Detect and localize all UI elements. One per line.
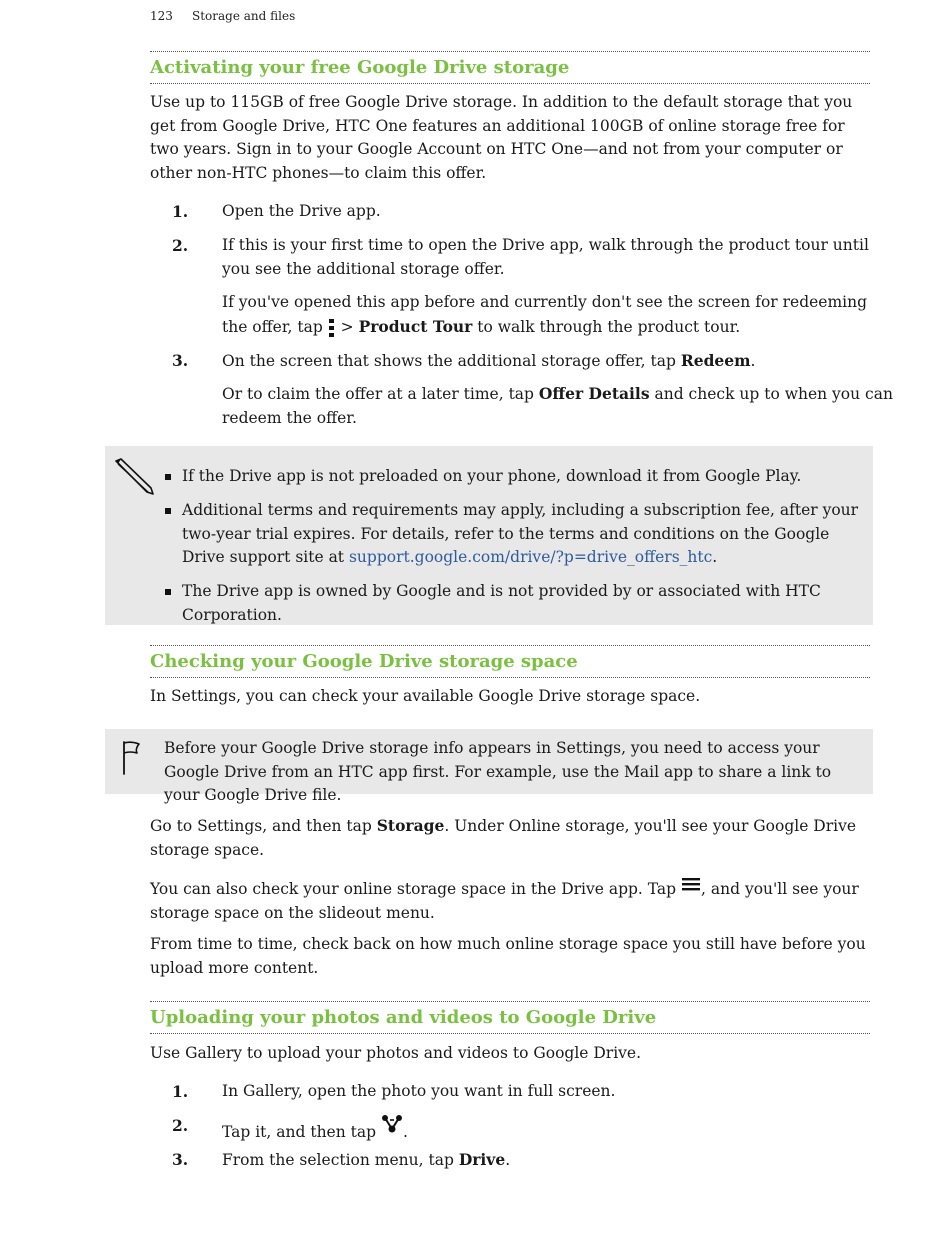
share-icon bbox=[381, 1114, 403, 1134]
tip-box bbox=[105, 729, 873, 805]
note-text: The Drive app is owned by Google and is not provided by or associated with HTC Corporation. bbox=[182, 582, 821, 624]
step-number: 2. bbox=[172, 236, 189, 255]
intro-paragraph: Use up to 115GB of free Google Drive storage. In addition to the default storage that you get from Google Drive, HTC One features an additional 100GB of online storage free for two years. Sign in to your Google Account on HTC One—and not from your computer or other non-HTC phones—to claim this offer. bbox=[150, 93, 853, 182]
more-options-icon bbox=[328, 318, 336, 338]
p1-post: . Under Online storage, you'll see your Google Drive storage space. bbox=[150, 817, 857, 859]
step-text: If this is your first time to open the Drive app, walk through the product tour until you see the additional storage offer. bbox=[222, 236, 869, 278]
pencil-icon bbox=[113, 456, 155, 496]
paragraph-storage bbox=[150, 814, 870, 862]
note-text: If the Drive app is not preloaded on your phone, download it from Google Play. bbox=[182, 467, 802, 485]
sub-text-post: and check up to when you can redeem the offer. bbox=[222, 385, 893, 427]
step-number: 2. bbox=[172, 1116, 189, 1135]
step-text-post: . bbox=[402, 1123, 408, 1141]
section-intro bbox=[150, 1042, 870, 1066]
step-number: 3. bbox=[172, 1150, 189, 1169]
sub-text-pre: If you've opened this app before and currently don't see the screen for redeeming the offer, tap bbox=[222, 293, 868, 336]
bullet-marker bbox=[165, 508, 171, 514]
redeem-label: Redeem bbox=[680, 351, 751, 370]
section-heading-activating bbox=[150, 51, 870, 84]
chapter-title: Storage and files bbox=[192, 9, 296, 23]
p2-post: , and you'll see your storage space on the slideout menu. bbox=[150, 880, 859, 922]
step-text: Open the Drive app. bbox=[222, 202, 381, 220]
section-heading-uploading bbox=[150, 1001, 870, 1034]
sub-sep: > bbox=[335, 317, 359, 336]
step-text-pre: From the selection menu, tap bbox=[222, 1151, 459, 1169]
section-intro bbox=[150, 685, 870, 709]
note-text: Additional terms and requirements may apply, including a subscription fee, after your two-year trial expires. For details, refer to the terms and conditions on the Google Drive support site at bbox=[182, 501, 859, 567]
step-number: 3. bbox=[172, 351, 189, 370]
section-title: Checking your Google Drive storage space bbox=[150, 645, 870, 678]
paragraph-drive-app bbox=[150, 876, 870, 925]
note-box bbox=[105, 446, 873, 625]
step-number: 1. bbox=[172, 202, 189, 221]
paragraph-check-back bbox=[150, 933, 870, 980]
drive-label: Drive bbox=[458, 1150, 506, 1169]
sub-text-post: to walk through the product tour. bbox=[472, 317, 741, 336]
product-tour-label: Product Tour bbox=[358, 316, 473, 336]
intro-paragraph: In Settings, you can check your available Google Drive storage space. bbox=[150, 687, 701, 705]
tip-text: Before your Google Drive storage info appears in Settings, you need to access your Google Drive from an HTC app first. For example, use the Mail app to share a link to your Google Drive file. bbox=[164, 739, 832, 805]
p3-text: From time to time, check back on how much online storage space you still have before you upload more content. bbox=[150, 935, 866, 977]
section-title: Uploading your photos and videos to Google Drive bbox=[150, 1001, 870, 1034]
step-text-post: . bbox=[505, 1151, 511, 1169]
page-header bbox=[150, 9, 295, 23]
step-text-post: . bbox=[750, 352, 756, 370]
section-heading-checking bbox=[150, 645, 870, 678]
intro-paragraph: Use Gallery to upload your photos and videos to Google Drive. bbox=[150, 1044, 642, 1062]
p1-pre: Go to Settings, and then tap bbox=[150, 817, 377, 835]
p2-pre: You can also check your online storage space in the Drive app. Tap bbox=[150, 880, 682, 898]
support-link[interactable]: support.google.com/drive/?p=drive_offers_htc bbox=[348, 548, 713, 567]
step-text: In Gallery, open the photo you want in full screen. bbox=[222, 1082, 616, 1100]
step-text-pre: On the screen that shows the additional storage offer, tap bbox=[222, 352, 681, 370]
section-intro bbox=[150, 91, 870, 185]
step-text-pre: Tap it, and then tap bbox=[222, 1123, 381, 1141]
bullet-marker bbox=[165, 474, 171, 480]
page-number: 123 bbox=[150, 9, 173, 23]
section-title: Activating your free Google Drive storage bbox=[150, 51, 870, 84]
bullet-marker bbox=[165, 589, 171, 595]
sub-text-pre: Or to claim the offer at a later time, tap bbox=[222, 385, 539, 403]
note-text-after: . bbox=[712, 548, 718, 567]
flag-icon bbox=[119, 740, 143, 776]
offer-details-label: Offer Details bbox=[538, 384, 650, 403]
step-number: 1. bbox=[172, 1082, 189, 1101]
storage-label: Storage bbox=[376, 816, 445, 835]
menu-icon bbox=[681, 876, 701, 892]
